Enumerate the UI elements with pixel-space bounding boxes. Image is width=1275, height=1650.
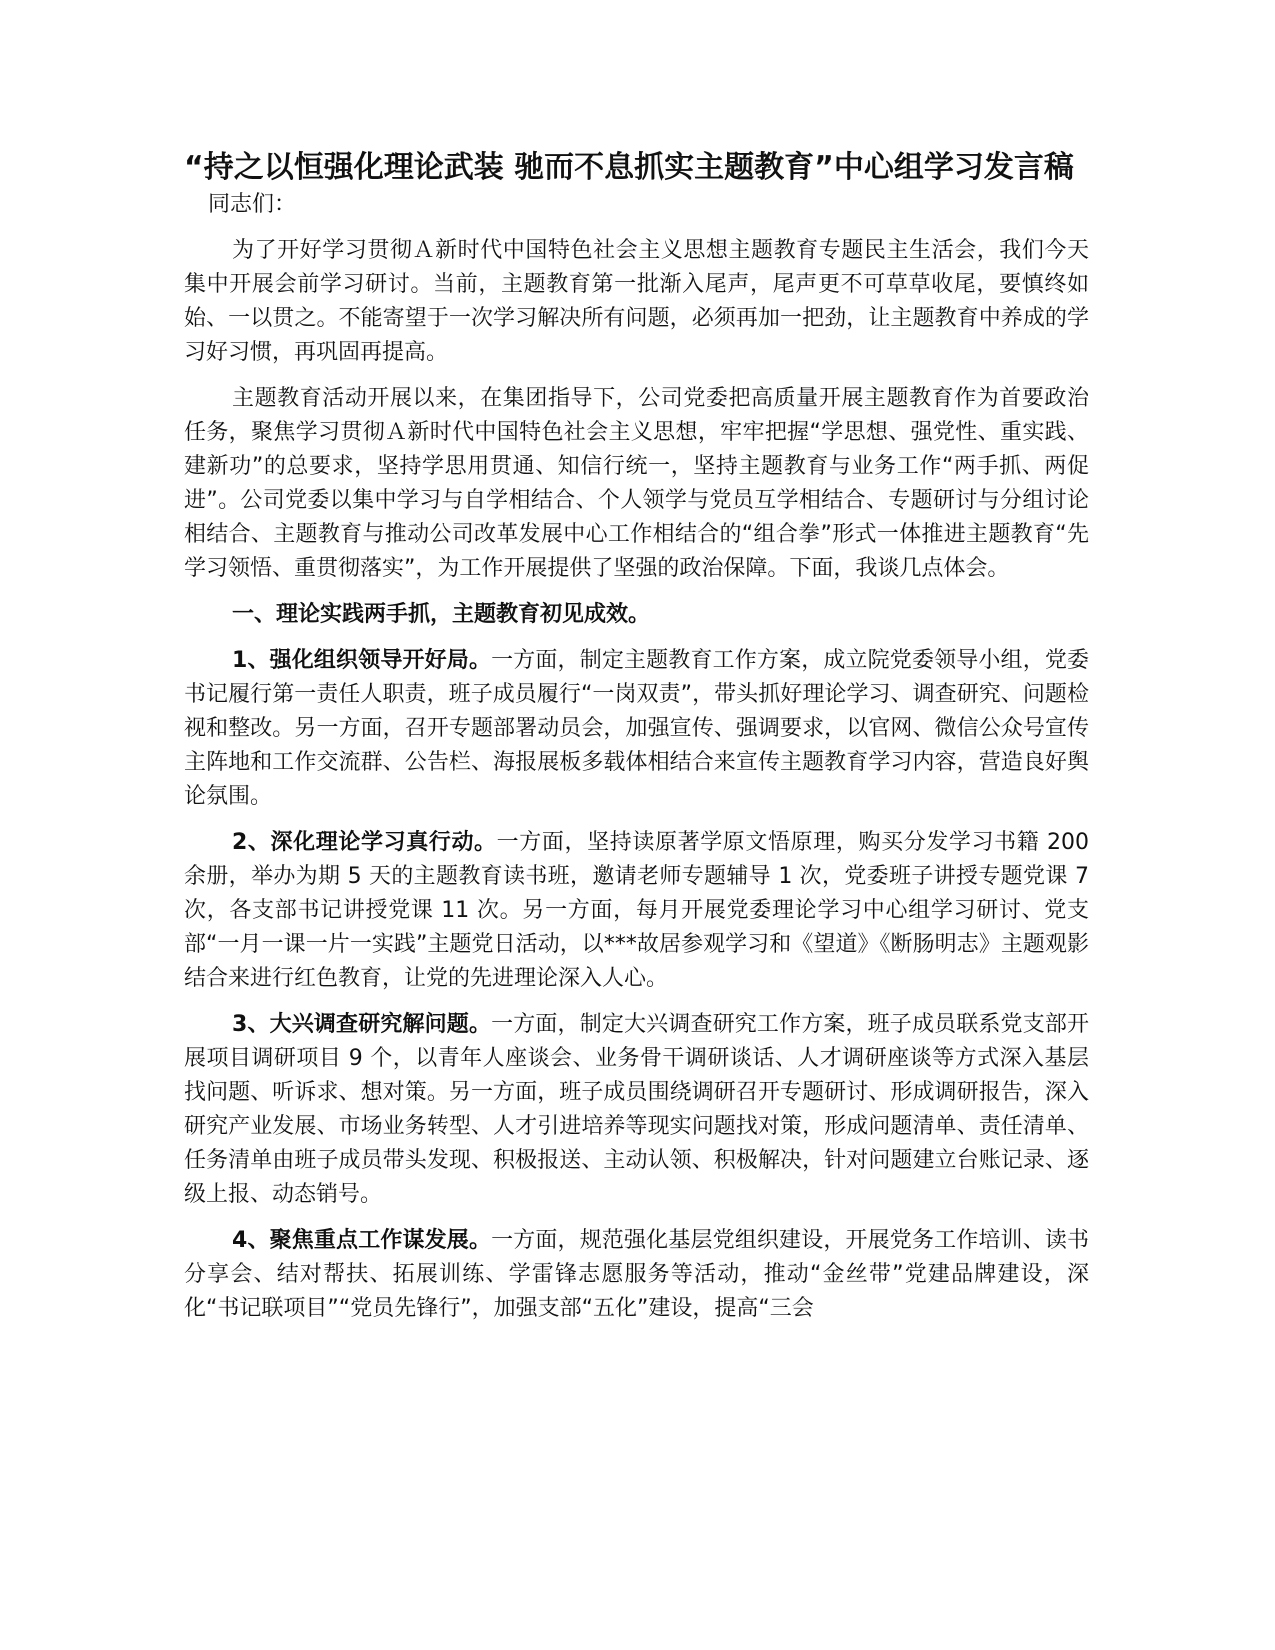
list-item-lead: 3、大兴调查研究解问题。 — [232, 1012, 492, 1037]
list-item-lead: 4、聚焦重点工作谋发展。 — [232, 1228, 492, 1253]
list-item-text: 一方面，制定主题教育工作方案，成立院党委领导小组，党委书记履行第一责任人职责，班子成员履行“一岗双责”，带头抓好理论学习、调查研究、问题检视和整改。另一方面，召开专题部署动员会，加强宣传、强调要求，以官网、微信公众号宣传主阵地和工作交流群、公告栏、海报展板多载体相结合来宣传主题教育学习内容，营造良好舆论氛围。 — [184, 648, 1089, 809]
list-item-lead: 1、强化组织领导开好局。 — [232, 648, 492, 673]
section-heading: 一、理论实践两手抓，主题教育初见成效。 — [232, 602, 651, 627]
paragraph-background: 主题教育活动开展以来，在集团指导下，公司党委把高质量开展主题教育作为首要政治任务，聚焦学习贯彻Ａ新时代中国特色社会主义思想，牢牢把握“学思想、强党性、重实践、建新功”的总要求，坚持学思用贯通、知信行统一，坚持主题教育与业务工作“两手抓、两促进”。公司党委以集中学习与自学相结合、个人领学与党员互学相结合、专题研讨与分组讨论相结合、主题教育与推动公司改革发展中心工作相结合的“组合拳”形式一体推进主题教育“先学习领悟、重贯彻落实”，为工作开展提供了坚强的政治保障。下面，我谈几点体会。 — [184, 386, 1089, 581]
document-title: “持之以恒强化理论武装 驰而不息抓实主题教育”中心组学习发言稿 — [184, 150, 1074, 185]
list-item — [184, 644, 1089, 814]
list-item — [184, 1008, 1089, 1212]
list-item — [184, 1224, 1089, 1326]
document-page — [184, 148, 1089, 1338]
list-item-text: 一方面，坚持读原著学原文悟原理，购买分发学习书籍 200 余册，举办为期 5 天的主题教育读书班，邀请老师专题辅导 1 次，党委班子讲授专题党课 7 次，各支部书记讲授党课 11 次。另一方面，每月开展党委理论学习中心组学习研讨、党支部“一月一课一片一实践”主题党日活动，以***故居参观学习和《望道》《断肠明志》主题观影结合来进行红色教育，让党的先进理论深入人心。 — [184, 830, 1089, 991]
list-item-lead: 2、深化理论学习真行动。 — [232, 830, 497, 855]
paragraph-intro: 为了开好学习贯彻Ａ新时代中国特色社会主义思想主题教育专题民主生活会，我们今天集中开展会前学习研讨。当前，主题教育第一批渐入尾声，尾声更不可草草收尾，要慎终如始、一以贯之。不能寄望于一次学习解决所有问题，必须再加一把劲，让主题教育中养成的学习好习惯，再巩固再提高。 — [184, 238, 1089, 365]
list-item — [184, 826, 1089, 996]
salutation: 同志们： — [208, 192, 297, 217]
list-item-text: 一方面，规范强化基层党组织建设，开展党务工作培训、读书分享会、结对帮扶、拓展训练、学雷锋志愿服务等活动，推动“金丝带”党建品牌建设，深化“书记联项目”“党员先锋行”，加强支部“五化”建设，提高“三会 — [184, 1228, 1089, 1321]
list-item-text: 一方面，制定大兴调查研究工作方案，班子成员联系党支部开展项目调研项目 9 个，以青年人座谈会、业务骨干调研谈话、人才调研座谈等方式深入基层找问题、听诉求、想对策。另一方面，班子成员围绕调研召开专题研讨、形成调研报告，深入研究产业发展、市场业务转型、人才引进培养等现实问题找对策，形成问题清单、责任清单、任务清单由班子成员带头发现、积极报送、主动认领、积极解决，针对问题建立台账记录、逐级上报、动态销号。 — [184, 1012, 1089, 1207]
